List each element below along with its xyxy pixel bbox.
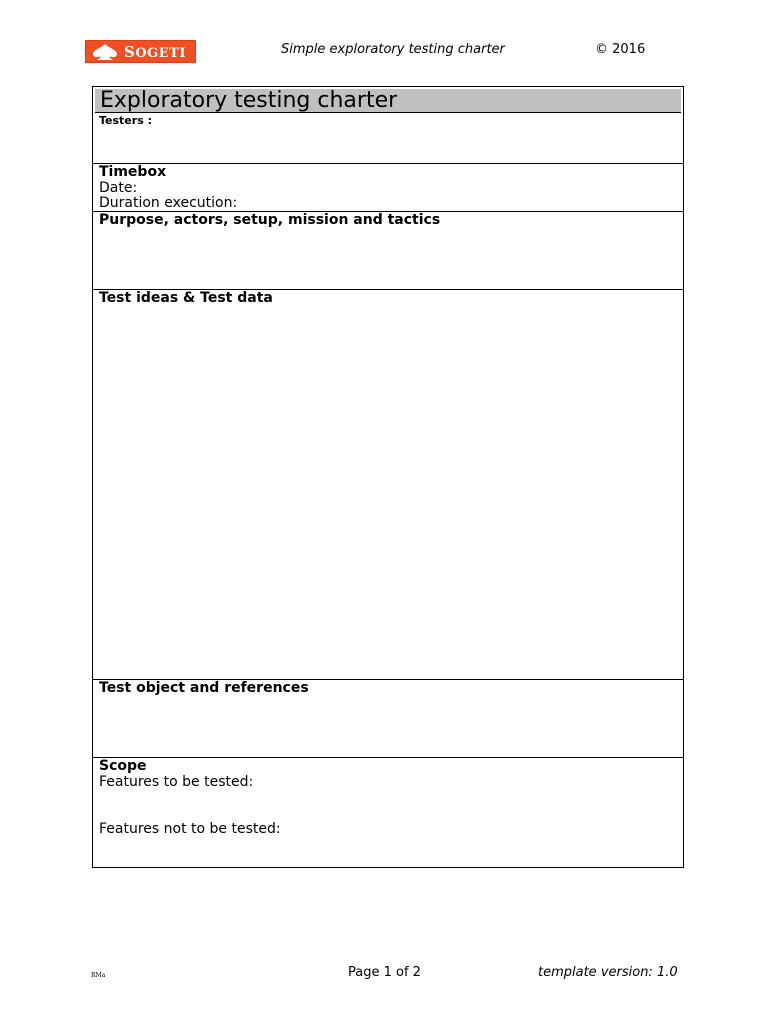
test-object-label: Test object and references — [99, 680, 309, 696]
scope-label: Scope — [99, 758, 147, 774]
purpose-section[interactable] — [93, 212, 683, 290]
date-field-label: Date: — [99, 180, 138, 196]
spade-icon — [86, 41, 124, 62]
form-title-row — [95, 89, 681, 113]
duration-field-label: Duration execution: — [99, 195, 238, 211]
sogeti-logo — [85, 40, 196, 63]
purpose-label: Purpose, actors, setup, mission and tactics — [99, 212, 441, 228]
test-object-section[interactable] — [93, 680, 683, 758]
template-version: template version: 1.0 — [538, 965, 678, 980]
testers-section[interactable] — [93, 113, 683, 164]
test-ideas-label: Test ideas & Test data — [99, 290, 273, 306]
page-number: Page 1 of 2 — [348, 965, 421, 980]
charter-form — [92, 86, 684, 868]
document-header-title: Simple exploratory testing charter — [281, 42, 505, 57]
features-not-tested-label: Features not to be tested: — [99, 821, 281, 837]
copyright-year: © 2016 — [595, 42, 646, 57]
scope-section[interactable] — [93, 758, 683, 867]
testers-label: Testers : — [99, 114, 152, 127]
form-title: Exploratory testing charter — [100, 88, 398, 113]
author-initials: RMa — [91, 972, 106, 979]
logo-text: SOGETI — [124, 42, 186, 61]
features-tested-label: Features to be tested: — [99, 774, 254, 790]
test-ideas-section[interactable] — [93, 290, 683, 680]
timebox-section[interactable] — [93, 164, 683, 212]
timebox-label: Timebox — [99, 164, 167, 180]
